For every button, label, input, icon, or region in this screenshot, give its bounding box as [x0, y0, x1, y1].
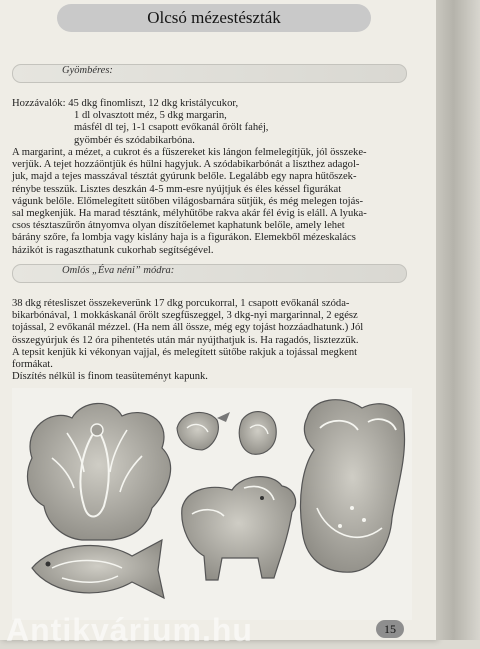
section1-body	[12, 147, 407, 257]
next-page-edge	[436, 0, 480, 640]
body-line: csos tésztaszűrőn átnyomva olyan díszítőelemet kaphatunk belőle, amely lehet	[12, 220, 345, 232]
body-line: verjük. A tejet hozzáöntjük és hűlni hagyjuk. A szódabikarbónát a liszthez adagol-	[12, 159, 360, 171]
ingredients-label: Hozzávalók:	[12, 98, 66, 109]
section2-body	[12, 298, 407, 383]
ingredient-line: gyömbér és szódabikarbóna.	[74, 134, 195, 146]
body-line: A margarint, a mézet, a cukrot és a fűszereket kis lángon felmelegítjük, jól összeke-	[12, 147, 367, 158]
section-heading-gyomberes: Gyömbéres:	[62, 65, 113, 76]
peacock-cookie	[28, 403, 171, 540]
body-line: sal megkenjük. Ha marad tésztánk, mélyhűtőbe rakva akár fél évig is eláll. A lyuka-	[12, 208, 367, 220]
lamb-cookie	[182, 477, 296, 580]
page-number: 15	[384, 621, 396, 636]
watermark: Antikvárium.hu	[6, 612, 253, 648]
ingredient-line: 1 dl olvasztott méz, 5 dkg margarin,	[74, 110, 227, 122]
cookie-illustration	[12, 388, 412, 620]
section-heading-omlos: Omlós „Éva néni” módra:	[62, 265, 175, 276]
body-line: vágunk belőle. Előmelegített sütőben világosbarnára sütjük, és még melegen tojás-	[12, 195, 363, 207]
rabbit-cookie	[301, 400, 405, 572]
body-line: bárány szőre, fa lombja vagy kislány haja is a figurákon. Elemekből mézeskalács	[12, 232, 356, 244]
body-line: Díszítés nélkül is finom teasüteményt kapunk.	[12, 371, 208, 383]
body-line: rénybe tesszük. Lisztes deszkán 4-5 mm-esre nyújtjuk és éles késsel figurákat	[12, 183, 342, 195]
page-title-text: Olcsó mézestészták	[147, 8, 281, 27]
body-line: 38 dkg rétesliszet összekeverünk 17 dkg porcukorral, 1 csapott evőkanál szóda-	[12, 298, 350, 309]
body-line: formákat.	[12, 359, 53, 371]
chicks-cookie	[177, 412, 276, 455]
body-line: juk, majd a tejes masszával tésztát gyúrunk belőle. Legalább egy napra hűtőszek-	[12, 171, 357, 183]
ingredient-line: 45 dkg finomliszt, 12 dkg kristálycukor,	[68, 98, 239, 109]
body-line: A tepsit kenjük ki vékonyan vajjal, és melegített sütőbe rakjuk a tojással megkent	[12, 346, 358, 358]
body-line: tojással, 2 evőkanál mézzel. (Ha nem áll össze, még egy tojást hozzáadhatunk.) Jól	[12, 322, 364, 334]
fish-cookie	[32, 540, 164, 598]
body-line: bikarbónával, 1 mokkáskanál őrölt szegfűszeggel, 3 dkg-nyi margarinnal, 2 egész	[12, 310, 358, 322]
body-line: házikót is ragaszthatunk cukorhab segítségével.	[12, 244, 214, 256]
page-title	[57, 4, 371, 32]
page-number-badge	[376, 620, 404, 638]
ingredients-block	[12, 98, 407, 147]
body-line: összegyúrjuk és 12 óra pihentetés után már nyújthatjuk is. Ha ragadós, lisztezzük.	[12, 334, 359, 346]
ingredient-line: másfél dl tej, 1-1 csapott evőkanál őrölt fahéj,	[74, 122, 269, 134]
